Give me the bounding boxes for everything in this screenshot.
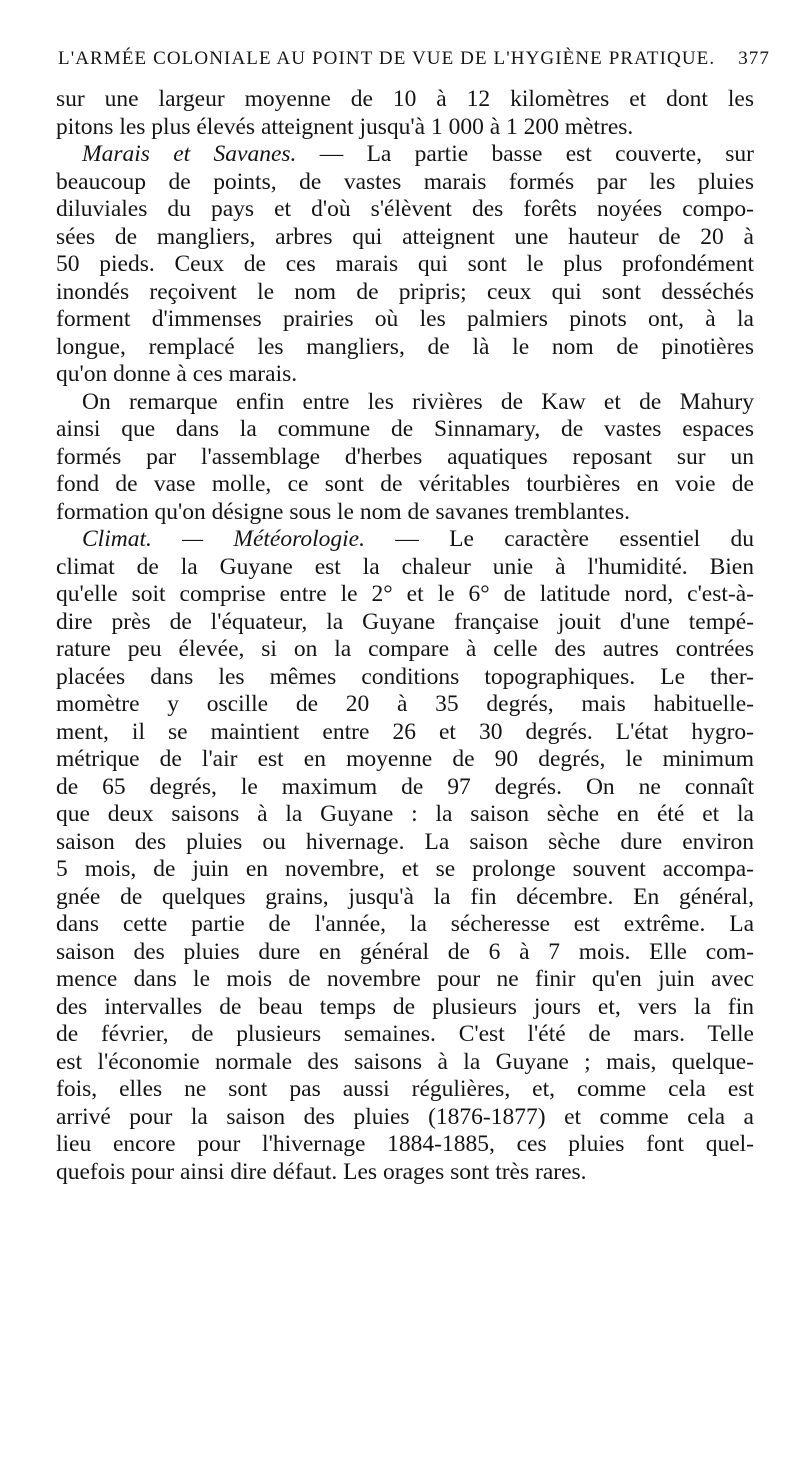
line-text: placées dans les mêmes conditions topographiques. Le ther- bbox=[56, 663, 754, 690]
line-text: pitons les plus élevés atteignent jusqu'à 1 000 à 1 200 mètres. bbox=[56, 113, 634, 140]
text-line bbox=[56, 911, 754, 939]
line-text: ainsi que dans la commune de Sinnamary, de vastes espaces bbox=[56, 416, 754, 442]
line-text: est l'économie normale des saisons à la Guyane ; mais, quelque- bbox=[56, 1048, 754, 1075]
line-text: climat de la Guyane est la chaleur unie à l'humidité. Bien bbox=[56, 553, 754, 580]
line-text: lieu encore pour l'hivernage 1884-1885, ces pluies font quel- bbox=[56, 1131, 754, 1157]
text-line bbox=[56, 86, 754, 114]
line-text: longue, remplacé les mangliers, de là le nom de pinotières bbox=[56, 333, 754, 360]
text-line bbox=[56, 1021, 754, 1049]
text-line bbox=[56, 719, 754, 747]
line-text: sées de mangliers, arbres qui atteignent une hauteur de 20 à bbox=[56, 223, 754, 250]
section-heading: Climat. — Météorologie. bbox=[82, 526, 365, 552]
line-text: saison des pluies dure en général de 6 à 7 mois. Elle com- bbox=[56, 938, 754, 965]
text-line bbox=[56, 581, 754, 609]
text-line bbox=[56, 169, 754, 197]
line-text: de février, de plusieurs semaines. C'est l'été de mars. Telle bbox=[56, 1021, 754, 1047]
text-line bbox=[56, 884, 754, 912]
section-heading: Marais et Savanes. bbox=[82, 141, 297, 167]
text-line bbox=[56, 939, 754, 967]
text-line bbox=[56, 306, 754, 334]
text-line bbox=[56, 1076, 754, 1104]
text-line bbox=[56, 389, 754, 417]
text-line bbox=[56, 196, 754, 224]
line-text: — Le caractère essentiel du bbox=[364, 526, 755, 552]
line-text: des intervalles de beau temps de plusieurs jours et, vers la fin bbox=[56, 993, 754, 1020]
text-line bbox=[56, 499, 754, 527]
line-text: de 65 degrés, le maximum de 97 degrés. On ne connaît bbox=[56, 773, 754, 800]
text-line bbox=[56, 994, 754, 1022]
text-line bbox=[56, 526, 754, 554]
text-line bbox=[56, 746, 754, 774]
running-head bbox=[58, 48, 770, 70]
text-line bbox=[56, 774, 754, 802]
line-text: mence dans le mois de novembre pour ne finir qu'en juin avec bbox=[56, 966, 754, 992]
text-line bbox=[56, 334, 754, 362]
line-text: — La partie basse est couverte, sur bbox=[296, 141, 754, 167]
text-line bbox=[56, 636, 754, 664]
line-text: fois, elles ne sont pas aussi régulières, et, comme cela est bbox=[56, 1076, 754, 1102]
text-line bbox=[56, 691, 754, 719]
line-text: métrique de l'air est en moyenne de 90 degrés, le minimum bbox=[56, 746, 754, 772]
line-text: qu'on donne à ces marais. bbox=[56, 361, 298, 387]
line-text: formation qu'on désigne sous le nom de savanes tremblantes. bbox=[56, 498, 630, 525]
line-text: arrivé pour la saison des pluies (1876-1877) et comme cela a bbox=[56, 1103, 754, 1130]
text-line bbox=[56, 1159, 754, 1187]
text-line bbox=[56, 609, 754, 637]
line-text: 50 pieds. Ceux de ces marais qui sont le plus profondément bbox=[56, 251, 754, 277]
text-line bbox=[56, 1104, 754, 1132]
line-text: quefois pour ainsi dire défaut. Les orages sont très rares. bbox=[56, 1158, 587, 1185]
text-line bbox=[56, 416, 754, 444]
line-text: beaucoup de points, de vastes marais formés par les pluies bbox=[56, 168, 754, 195]
text-line bbox=[56, 251, 754, 279]
line-text: forment d'immenses prairies où les palmiers pinots ont, à la bbox=[56, 306, 754, 332]
page-number: 377 bbox=[738, 48, 770, 69]
text-line bbox=[56, 279, 754, 307]
body-text bbox=[56, 86, 754, 1186]
line-text: dans cette partie de l'année, la sécheresse est extrême. La bbox=[56, 911, 754, 937]
line-text: dire près de l'équateur, la Guyane française jouit d'une tempé- bbox=[56, 608, 754, 635]
text-line bbox=[56, 471, 754, 499]
line-text: fond de vase molle, ce sont de véritables tourbières en voie de bbox=[56, 471, 754, 497]
line-text: rature peu élevée, si on la compare à celle des autres contrées bbox=[56, 636, 754, 662]
line-text: momètre y oscille de 20 à 35 degrés, mais habituelle- bbox=[56, 691, 754, 717]
line-text: saison des pluies ou hivernage. La saison sèche dure environ bbox=[56, 828, 754, 855]
text-line bbox=[56, 829, 754, 857]
line-text: formés par l'assemblage d'herbes aquatiques reposant sur un bbox=[56, 443, 754, 470]
line-text: ment, il se maintient entre 26 et 30 degrés. L'état hygro- bbox=[56, 718, 754, 745]
line-text: qu'elle soit comprise entre le 2° et le 6° de latitude nord, c'est-à- bbox=[56, 581, 754, 607]
text-line bbox=[56, 856, 754, 884]
line-text: que deux saisons à la Guyane : la saison sèche en été et la bbox=[56, 801, 754, 827]
line-text: 5 mois, de juin en novembre, et se prolonge souvent accompa- bbox=[56, 856, 754, 882]
line-text: On remarque enfin entre les rivières de Kaw et de Mahury bbox=[82, 388, 754, 415]
text-line bbox=[56, 664, 754, 692]
text-line bbox=[56, 966, 754, 994]
text-line bbox=[56, 1131, 754, 1159]
text-line bbox=[56, 114, 754, 142]
line-text: inondés reçoivent le nom de pripris; ceux qui sont desséchés bbox=[56, 278, 754, 305]
line-text: sur une largeur moyenne de 10 à 12 kilomètres et dont les bbox=[56, 86, 754, 112]
text-line bbox=[56, 1049, 754, 1077]
running-title: L'ARMÉE COLONIALE AU POINT DE VUE DE L'HYGIÈNE PRATIQUE. bbox=[58, 48, 716, 69]
text-line bbox=[56, 554, 754, 582]
text-line bbox=[56, 801, 754, 829]
text-line bbox=[56, 224, 754, 252]
text-line bbox=[56, 141, 754, 169]
text-line bbox=[56, 444, 754, 472]
text-line bbox=[56, 361, 754, 389]
line-text: diluviales du pays et d'où s'élèvent des forêts noyées compo- bbox=[56, 196, 754, 222]
line-text: gnée de quelques grains, jusqu'à la fin décembre. En général, bbox=[56, 883, 754, 910]
